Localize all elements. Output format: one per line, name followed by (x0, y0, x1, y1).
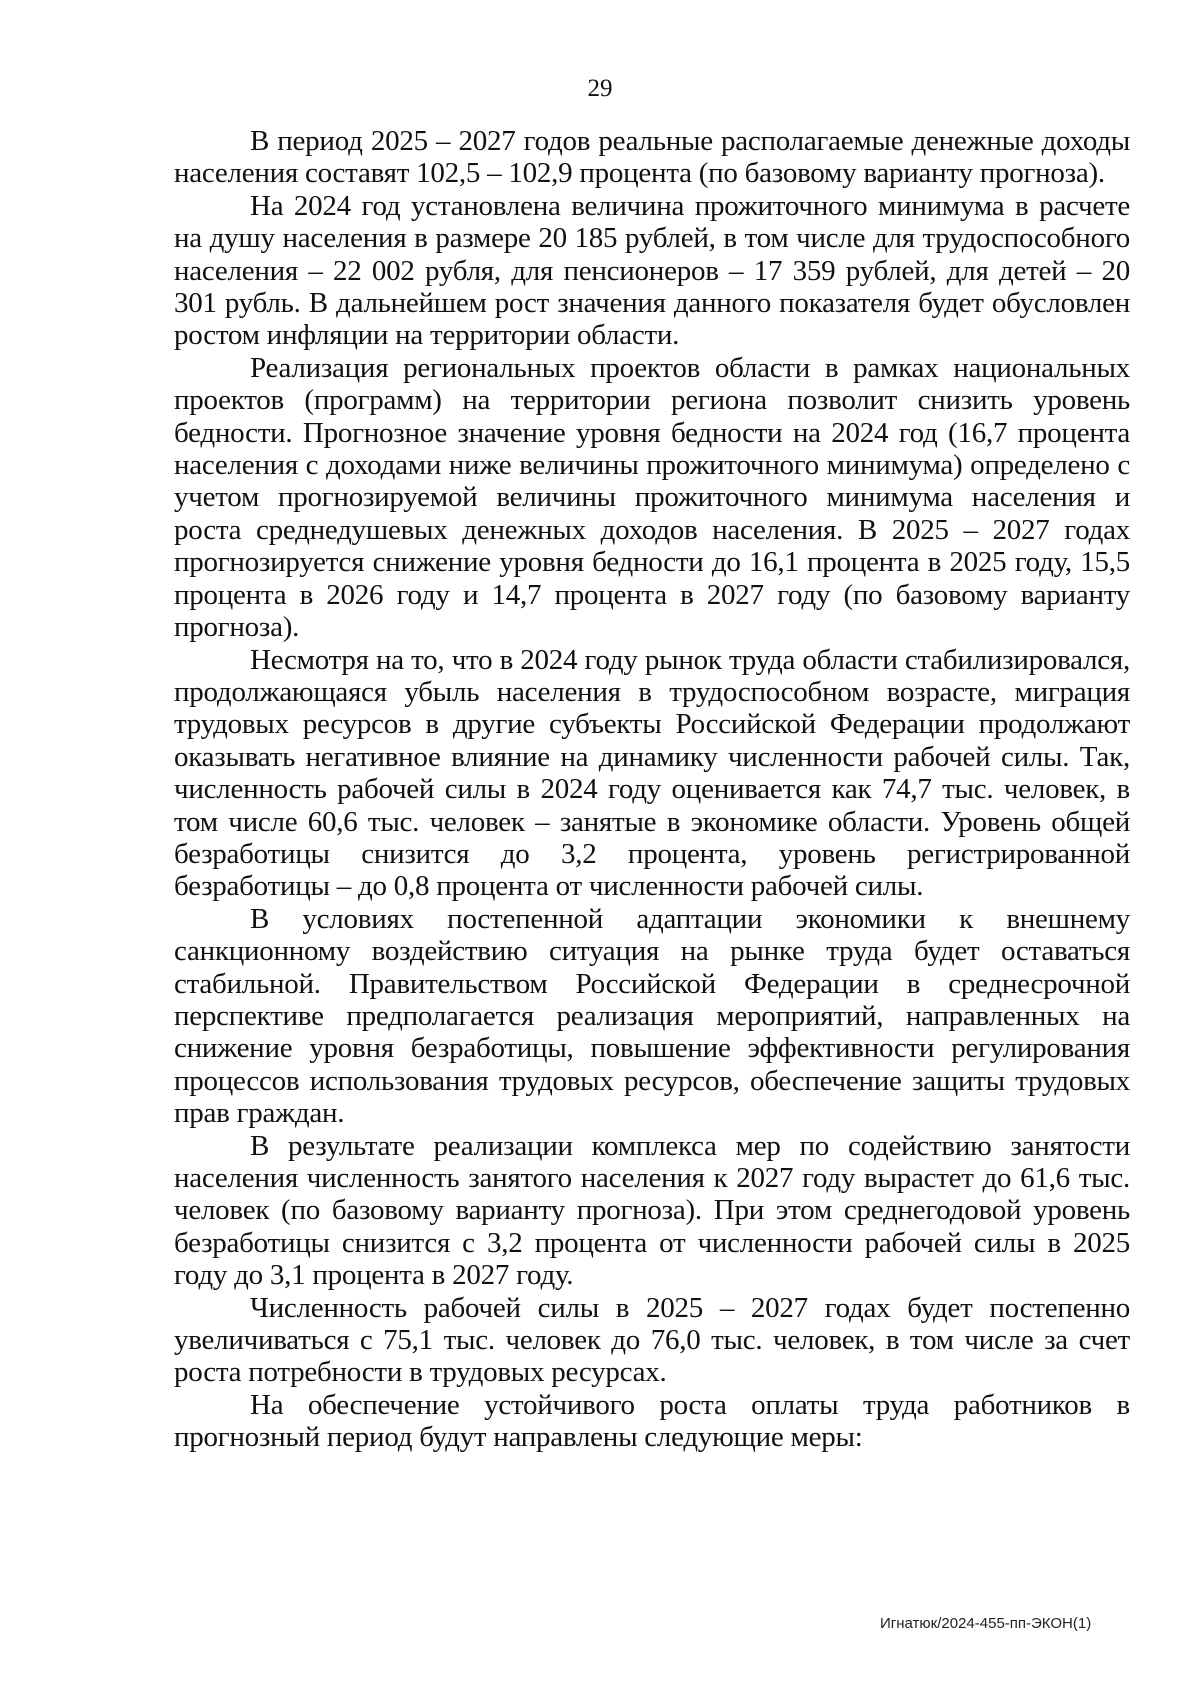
paragraph-labor-force: Несмотря на то, что в 2024 году рынок труда области стабилизировался, продолжающаяся убыль населения в трудоспособном возрасте, миграция трудовых ресурсов в другие субъекты Российской Федерации продолжают оказывать негативное влияние на динамику численности рабочей силы. Так, численность рабочей силы в 2024 году оценивается как 74,7 тыс. человек, в том числе 60,6 тыс. человек – занятые в экономике области. Уровень общей безработицы снизится до 3,2 процента, уровень регистрированной безработицы – до 0,8 процента от численности рабочей силы. (174, 643, 1130, 903)
paragraph-subsistence-minimum: На 2024 год установлена величина прожиточного минимума в расчете на душу населения в размере 20 185 рублей, в том числе для трудоспособного населения – 22 002 рубля, для пенсионеров – 17 359 рублей, для детей – 20 301 рубль. В дальнейшем рост значения данного показателя будет обусловлен ростом инфляции на территории области. (174, 189, 1130, 352)
page-number: 29 (587, 75, 613, 102)
paragraph-employment-measures: В результате реализации комплекса мер по содействию занятости населения численность занятого населения к 2027 году вырастет до 61,6 тыс. человек (по базовому варианту прогноза). При этом среднегодовой уровень безработицы снизится с 3,2 процента от численности рабочей силы в 2025 году до 3,1 процента в 2027 году. (174, 1129, 1130, 1292)
paragraph-poverty-level: Реализация региональных проектов области в рамках национальных проектов (программ) на территории региона позволит снизить уровень бедности. Прогнозное значение уровня бедности на 2024 год (16,7 процента населения с доходами ниже величины прожиточного минимума) определено с учетом прогнозируемой величины прожиточного минимума населения и роста среднедушевых денежных доходов населения. В 2025 – 2027 годах прогнозируется снижение уровня бедности до 16,1 процента в 2025 году, 15,5 процента в 2026 году и 14,7 процента в 2027 году (по базовому варианту прогноза). (174, 351, 1130, 644)
document-code: Игнатюк/2024-455-пп-ЭКОН(1) (880, 1615, 1092, 1632)
paragraph-labor-force-growth: Численность рабочей силы в 2025 – 2027 годах будет постепенно увеличиваться с 75,1 тыс. человек до 76,0 тыс. человек, в том числе за счет роста потребности в трудовых ресурсах. (174, 1291, 1130, 1389)
paragraph-labor-market-stability: В условиях постепенной адаптации экономики к внешнему санкционному воздействию ситуация на рынке труда будет оставаться стабильной. Правительством Российской Федерации в среднесрочной перспективе предполагается реализация мероприятий, направленных на снижение уровня безработицы, повышение эффективности регулирования процессов использования трудовых ресурсов, обеспечение защиты трудовых прав граждан. (174, 902, 1130, 1130)
paragraph-wage-growth-measures: На обеспечение устойчивого роста оплаты труда работников в прогнозный период будут направлены следующие меры: (174, 1388, 1130, 1454)
paragraph-incomes: В период 2025 – 2027 годов реальные располагаемые денежные доходы населения составят 102,5 – 102,9 процента (по базовому варианту прогноза). (174, 125, 1130, 190)
document-body (174, 125, 1130, 1454)
